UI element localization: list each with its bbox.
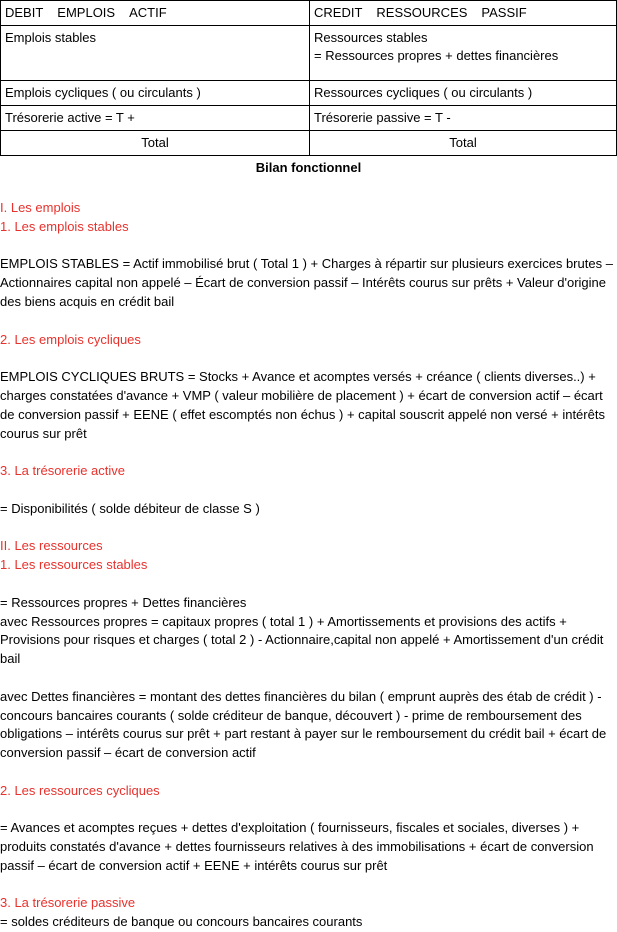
cell-emplois-stables: Emplois stables bbox=[1, 26, 310, 81]
paragraph: avec Dettes financières = montant des dettes financières du bilan ( emprunt auprès des étab de crédit ) - concours bancaires courants ( solde créditeur de banque, découvert ) - prime de remboursement des obligations – intérêts courus sur prêt + part restant à payer sur le remboursement du crédit bail + écart de conversion passif – écart de conversion actif bbox=[0, 688, 607, 761]
cell-line: Ressources stables bbox=[314, 30, 428, 45]
spacer bbox=[0, 443, 615, 462]
spacer bbox=[0, 519, 615, 538]
table-header-row bbox=[1, 1, 617, 26]
subsection-heading: 1. Les ressources stables bbox=[0, 557, 148, 573]
cell-tresorerie-active: Trésorerie active = T + bbox=[1, 106, 310, 131]
subsection-heading: 1. Les emplois stables bbox=[0, 218, 129, 234]
header-debit: DEBIT bbox=[5, 5, 44, 20]
cell-emplois-cycliques: Emplois cycliques ( ou circulants ) bbox=[1, 81, 310, 106]
table-total-row bbox=[1, 131, 617, 156]
paragraph: EMPLOIS STABLES = Actif immobilisé brut ( Total 1 ) + Charges à répartir sur plusieurs exercices brutes – Actionnaires capital non appelé – Écart de conversion passif – Intérêts courus sur prêts + Valeur d'origine des biens acquis en crédit bail bbox=[0, 256, 613, 309]
paragraph: = Ressources propres + Dettes financières bbox=[0, 594, 247, 610]
header-passif: PASSIF bbox=[481, 5, 527, 20]
paragraph: EMPLOIS CYCLIQUES BRUTS = Stocks + Avance et acomptes versés + créance ( clients diverses..) + charges constatées d'avance + VMP ( valeur mobilière de placement ) + écart de conversion actif – écart de conversion passif + EENE ( effet escomptés non échus ) + capital souscrit appelé non versé + intérêts courus sur prêt bbox=[0, 369, 605, 441]
spacer bbox=[0, 312, 615, 331]
paragraph: = soldes créditeurs de banque ou concours bancaires courants bbox=[0, 914, 363, 930]
spacer bbox=[0, 349, 615, 368]
cell-line: = Ressources propres + dettes financières bbox=[314, 48, 559, 63]
header-actif: ACTIF bbox=[129, 5, 167, 20]
header-ressources: RESSOURCES bbox=[376, 5, 468, 20]
paragraph: = Avances et acomptes reçues + dettes d'exploitation ( fournisseurs, fiscales et sociales, diverses ) + produits constatés d'avance + dettes fournisseurs relatives à des immobilisations + écart de conversion passif – écart de conversion actif + EENE + intérêts courus sur prêt bbox=[0, 820, 594, 873]
cell-total-right: Total bbox=[310, 131, 617, 156]
spacer bbox=[0, 575, 615, 594]
table-row bbox=[1, 106, 617, 131]
spacer bbox=[0, 669, 615, 688]
header-emplois: EMPLOIS bbox=[57, 5, 116, 20]
spacer bbox=[0, 801, 615, 820]
spacer bbox=[0, 763, 615, 782]
header-right bbox=[310, 1, 617, 26]
paragraph: = Disponibilités ( solde débiteur de classe S ) bbox=[0, 500, 260, 516]
cell-ressources-cycliques: Ressources cycliques ( ou circulants ) bbox=[310, 81, 617, 106]
spacer bbox=[0, 481, 615, 500]
table-row bbox=[1, 81, 617, 106]
paragraph: avec Ressources propres = capitaux propres ( total 1 ) + Amortissements et provisions des actifs + Provisions pour risques et charges ( total 2 ) - Actionnaire,capital non appelé + Amortissement d'un crédit bail bbox=[0, 613, 604, 667]
section-heading: I. Les emplois bbox=[0, 200, 81, 215]
subsection-heading: 3. La trésorerie active bbox=[0, 463, 126, 479]
subsection-heading: 3. La trésorerie passive bbox=[0, 895, 136, 911]
bilan-table bbox=[0, 0, 617, 156]
page-title: Bilan fonctionnel bbox=[255, 160, 362, 175]
cell-total-left: Total bbox=[1, 131, 310, 156]
subsection-heading: 2. Les emplois cycliques bbox=[0, 331, 141, 347]
header-credit: CREDIT bbox=[314, 5, 363, 20]
spacer bbox=[0, 237, 615, 256]
section-heading: II. Les ressources bbox=[0, 538, 103, 554]
cell-ressources-stables bbox=[310, 26, 617, 81]
subsection-heading: 2. Les ressources cycliques bbox=[0, 782, 160, 798]
spacer bbox=[0, 876, 615, 895]
table-row bbox=[1, 26, 617, 81]
document-body bbox=[0, 199, 615, 932]
header-left bbox=[1, 1, 310, 26]
cell-tresorerie-passive: Trésorerie passive = T - bbox=[310, 106, 617, 131]
